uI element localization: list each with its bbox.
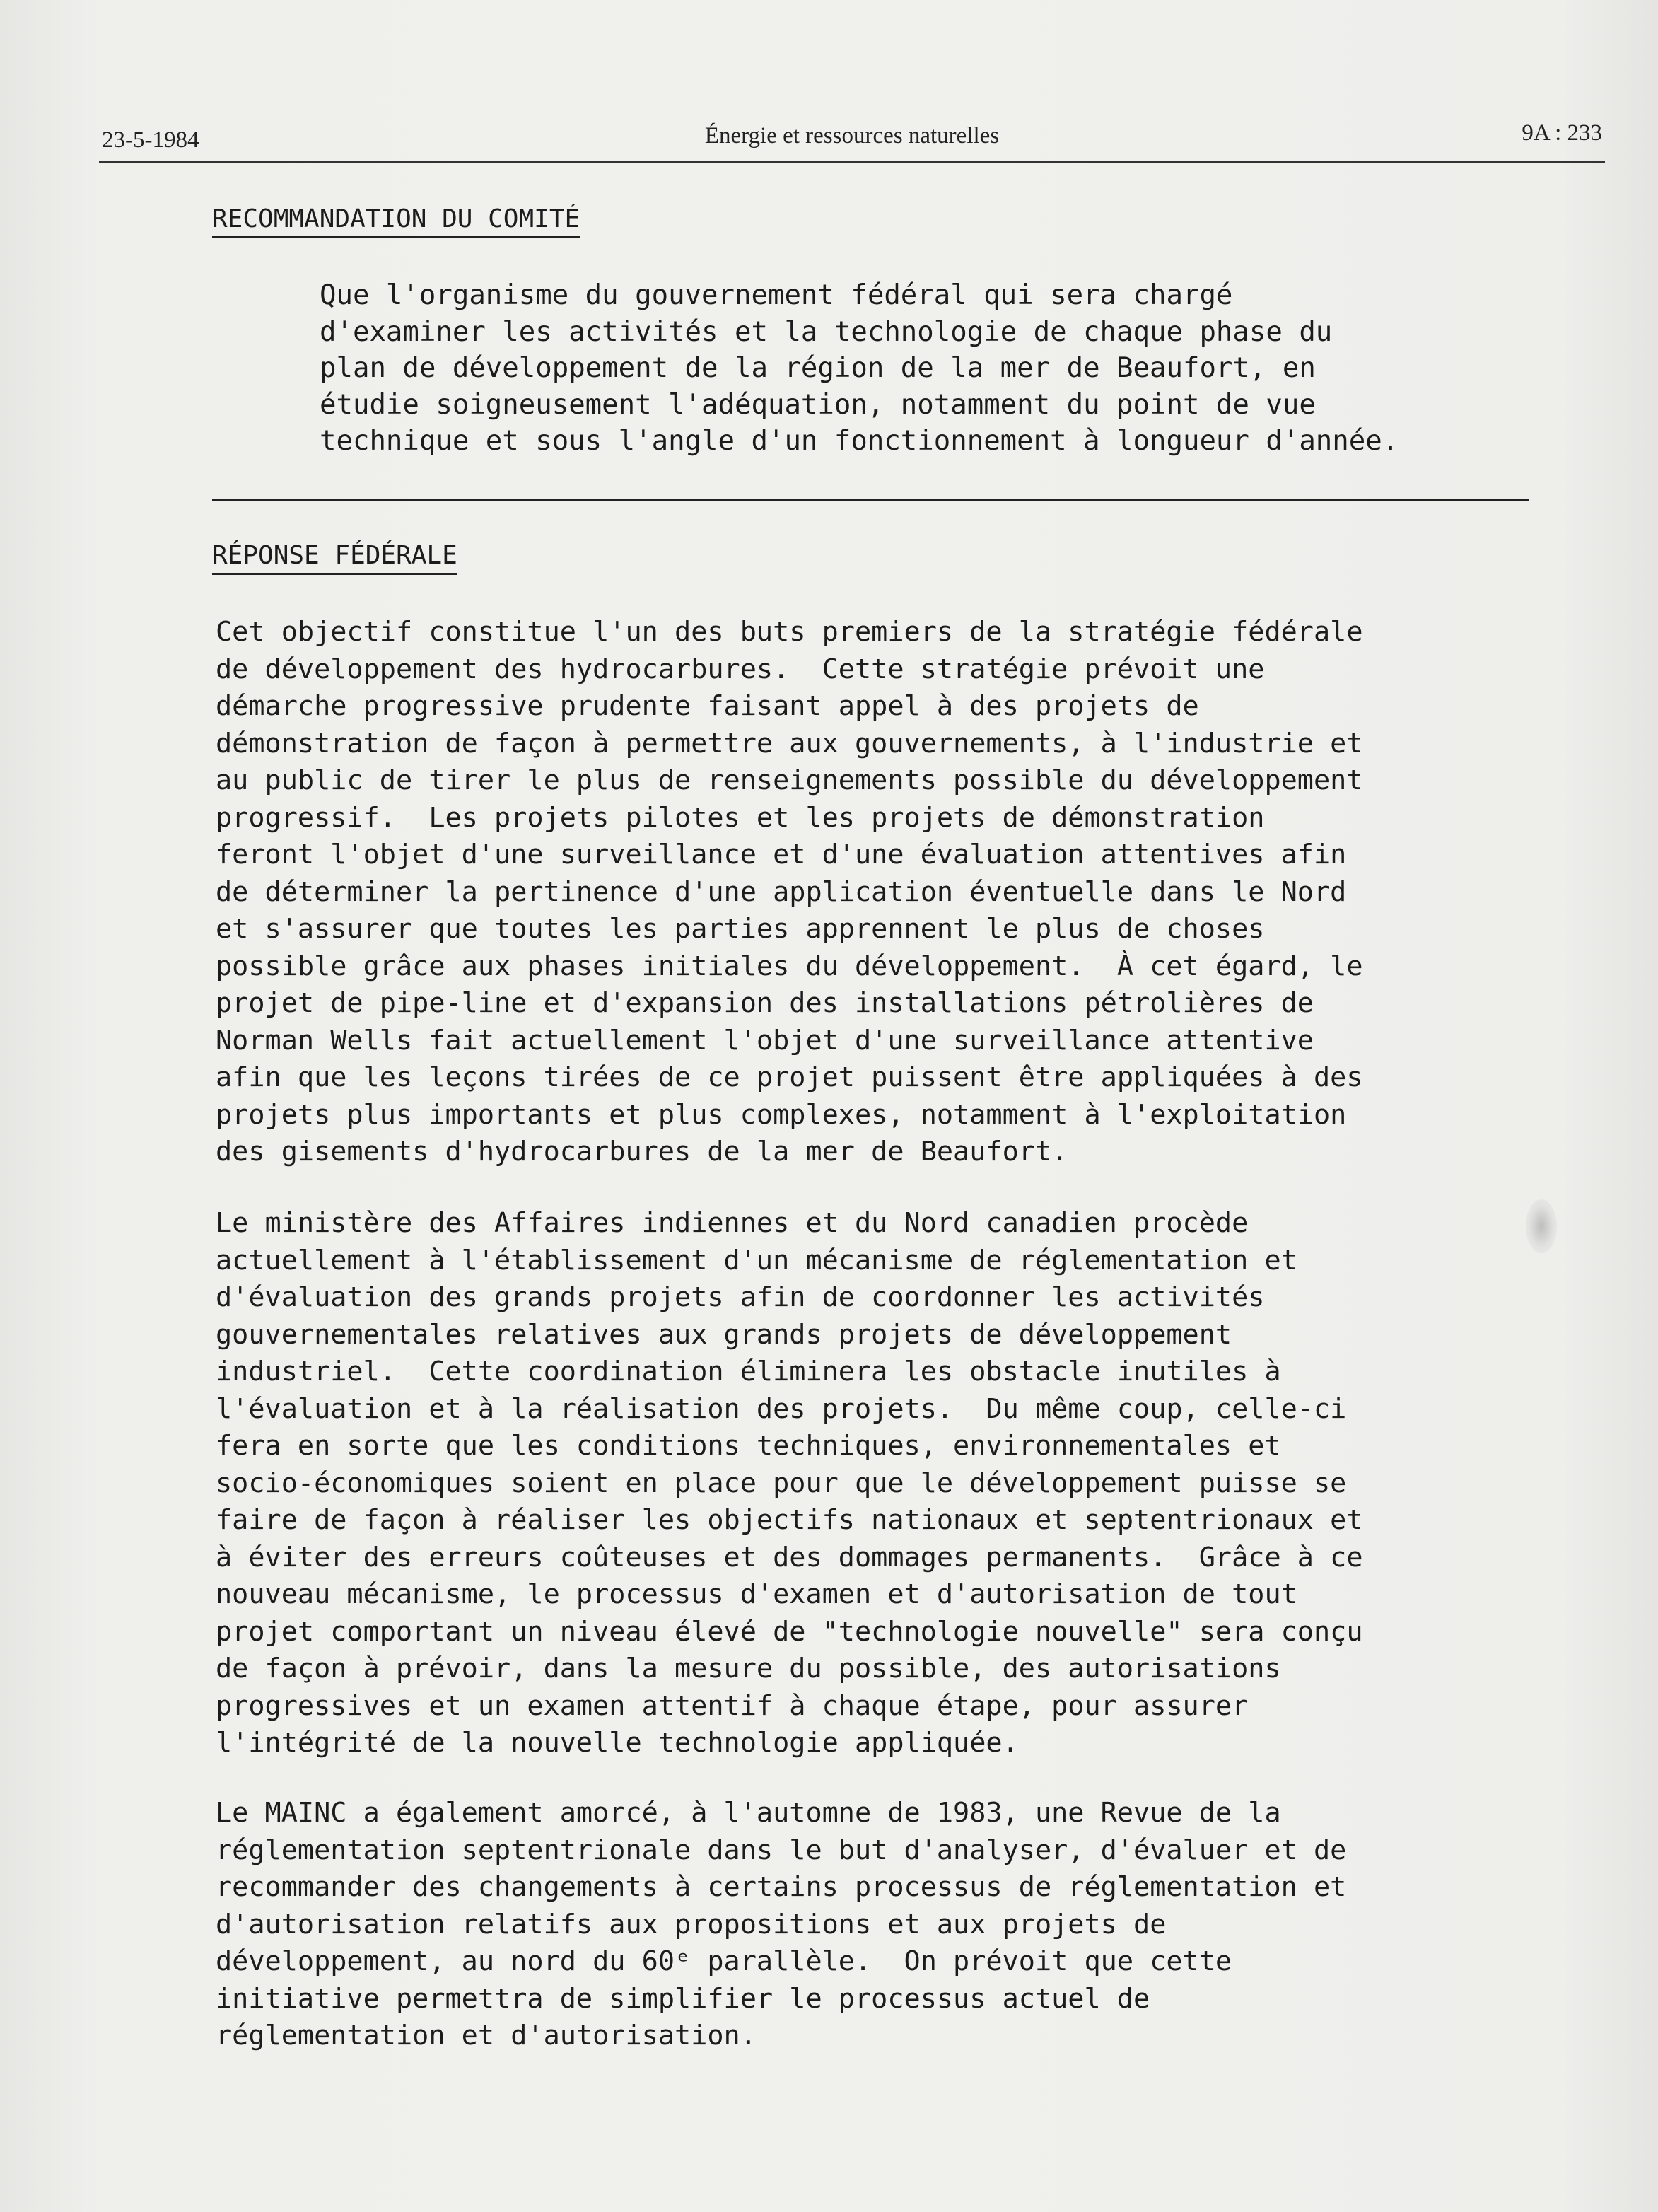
section-divider	[212, 499, 1529, 501]
response-paragraph-2: Le ministère des Affaires indiennes et du Nord canadien procède actuellement à l'établissement d'un mécanisme de réglementation et d'évaluation des grands projets afin de coordonner les activités gouvernementales relatives aux grands projets de développement industriel. Cette coordination éliminera les obstacle inutiles à l'évaluation et à la réalisation des projets. Du même coup, celle-ci fera en sorte que les conditions techniques, environnementales et socio-économiques soient en place pour que le développement puisse se faire de façon à réaliser les objectifs nationaux et septentrionaux et à éviter des erreurs coûteuses et des dommages permanents. Grâce à ce nouveau mécanisme, le processus d'examen et d'autorisation de tout projet comportant un niveau élevé de "technologie nouvelle" sera conçu de façon à prévoir, dans la mesure du possible, des autorisations progressives et un examen attentif à chaque étape, pour assurer l'intégrité de la nouvelle technologie appliquée.	[216, 1207, 1363, 1759]
response-paragraph-1: Cet objectif constitue l'un des buts premiers de la stratégie fédérale de développement des hydrocarbures. Cette stratégie prévoit une démarche progressive prudente faisant appel à des projets de démonstration de façon à permettre aux gouvernements, à l'industrie et au public de tirer le plus de renseignements possible du développement progressif. Les projets pilotes et les projets de démonstration feront l'objet d'une surveillance et d'une évaluation attentives afin de déterminer la pertinence d'une application éventuelle dans le Nord et s'assurer que toutes les parties apprennent le plus de choses possible grâce aux phases initiales du développement. À cet égard, le projet de pipe-line et d'expansion des installations pétrolières de Norman Wells fait actuellement l'objet d'une surveillance attentive afin que les leçons tirées de ce projet puissent être appliquées à des projets plus importants et plus complexes, notamment à l'exploitation des gisements d'hydrocarbures de la mer de Beaufort.	[216, 616, 1363, 1168]
running-header	[99, 119, 1605, 163]
header-page-number: 9A : 233	[1522, 120, 1602, 146]
header-title: Énergie et ressources naturelles	[704, 123, 1000, 149]
recommendation-heading	[212, 205, 578, 238]
recommendation-heading-text: RECOMMANDATION DU COMITÉ	[212, 205, 580, 238]
header-date: 23-5-1984	[102, 127, 199, 153]
response-heading-text: RÉPONSE FÉDÉRALE	[212, 542, 457, 575]
response-paragraph-3: Le MAINC a également amorcé, à l'automne de 1983, une Revue de la réglementation septentrionale dans le but d'analyser, d'évaluer et de recommander des changements à certains processus de réglementation et d'autorisation relatifs aux propositions et aux projets de développement, au nord du 60ᵉ parallèle. On prévoit que cette initiative permettra de simplifier le processus actuel de réglementation et d'autorisation.	[216, 1797, 1347, 2051]
response-heading	[212, 542, 456, 575]
recommendation-text: Que l'organisme du gouvernement fédéral qui sera chargé d'examiner les activités et la technologie de chaque phase du plan de développement de la région de la mer de Beaufort, en étudie soigneusement l'adéquation, notamment du point de vue technique et sous l'angle d'un fonctionnement à longueur d'année.	[320, 279, 1399, 457]
